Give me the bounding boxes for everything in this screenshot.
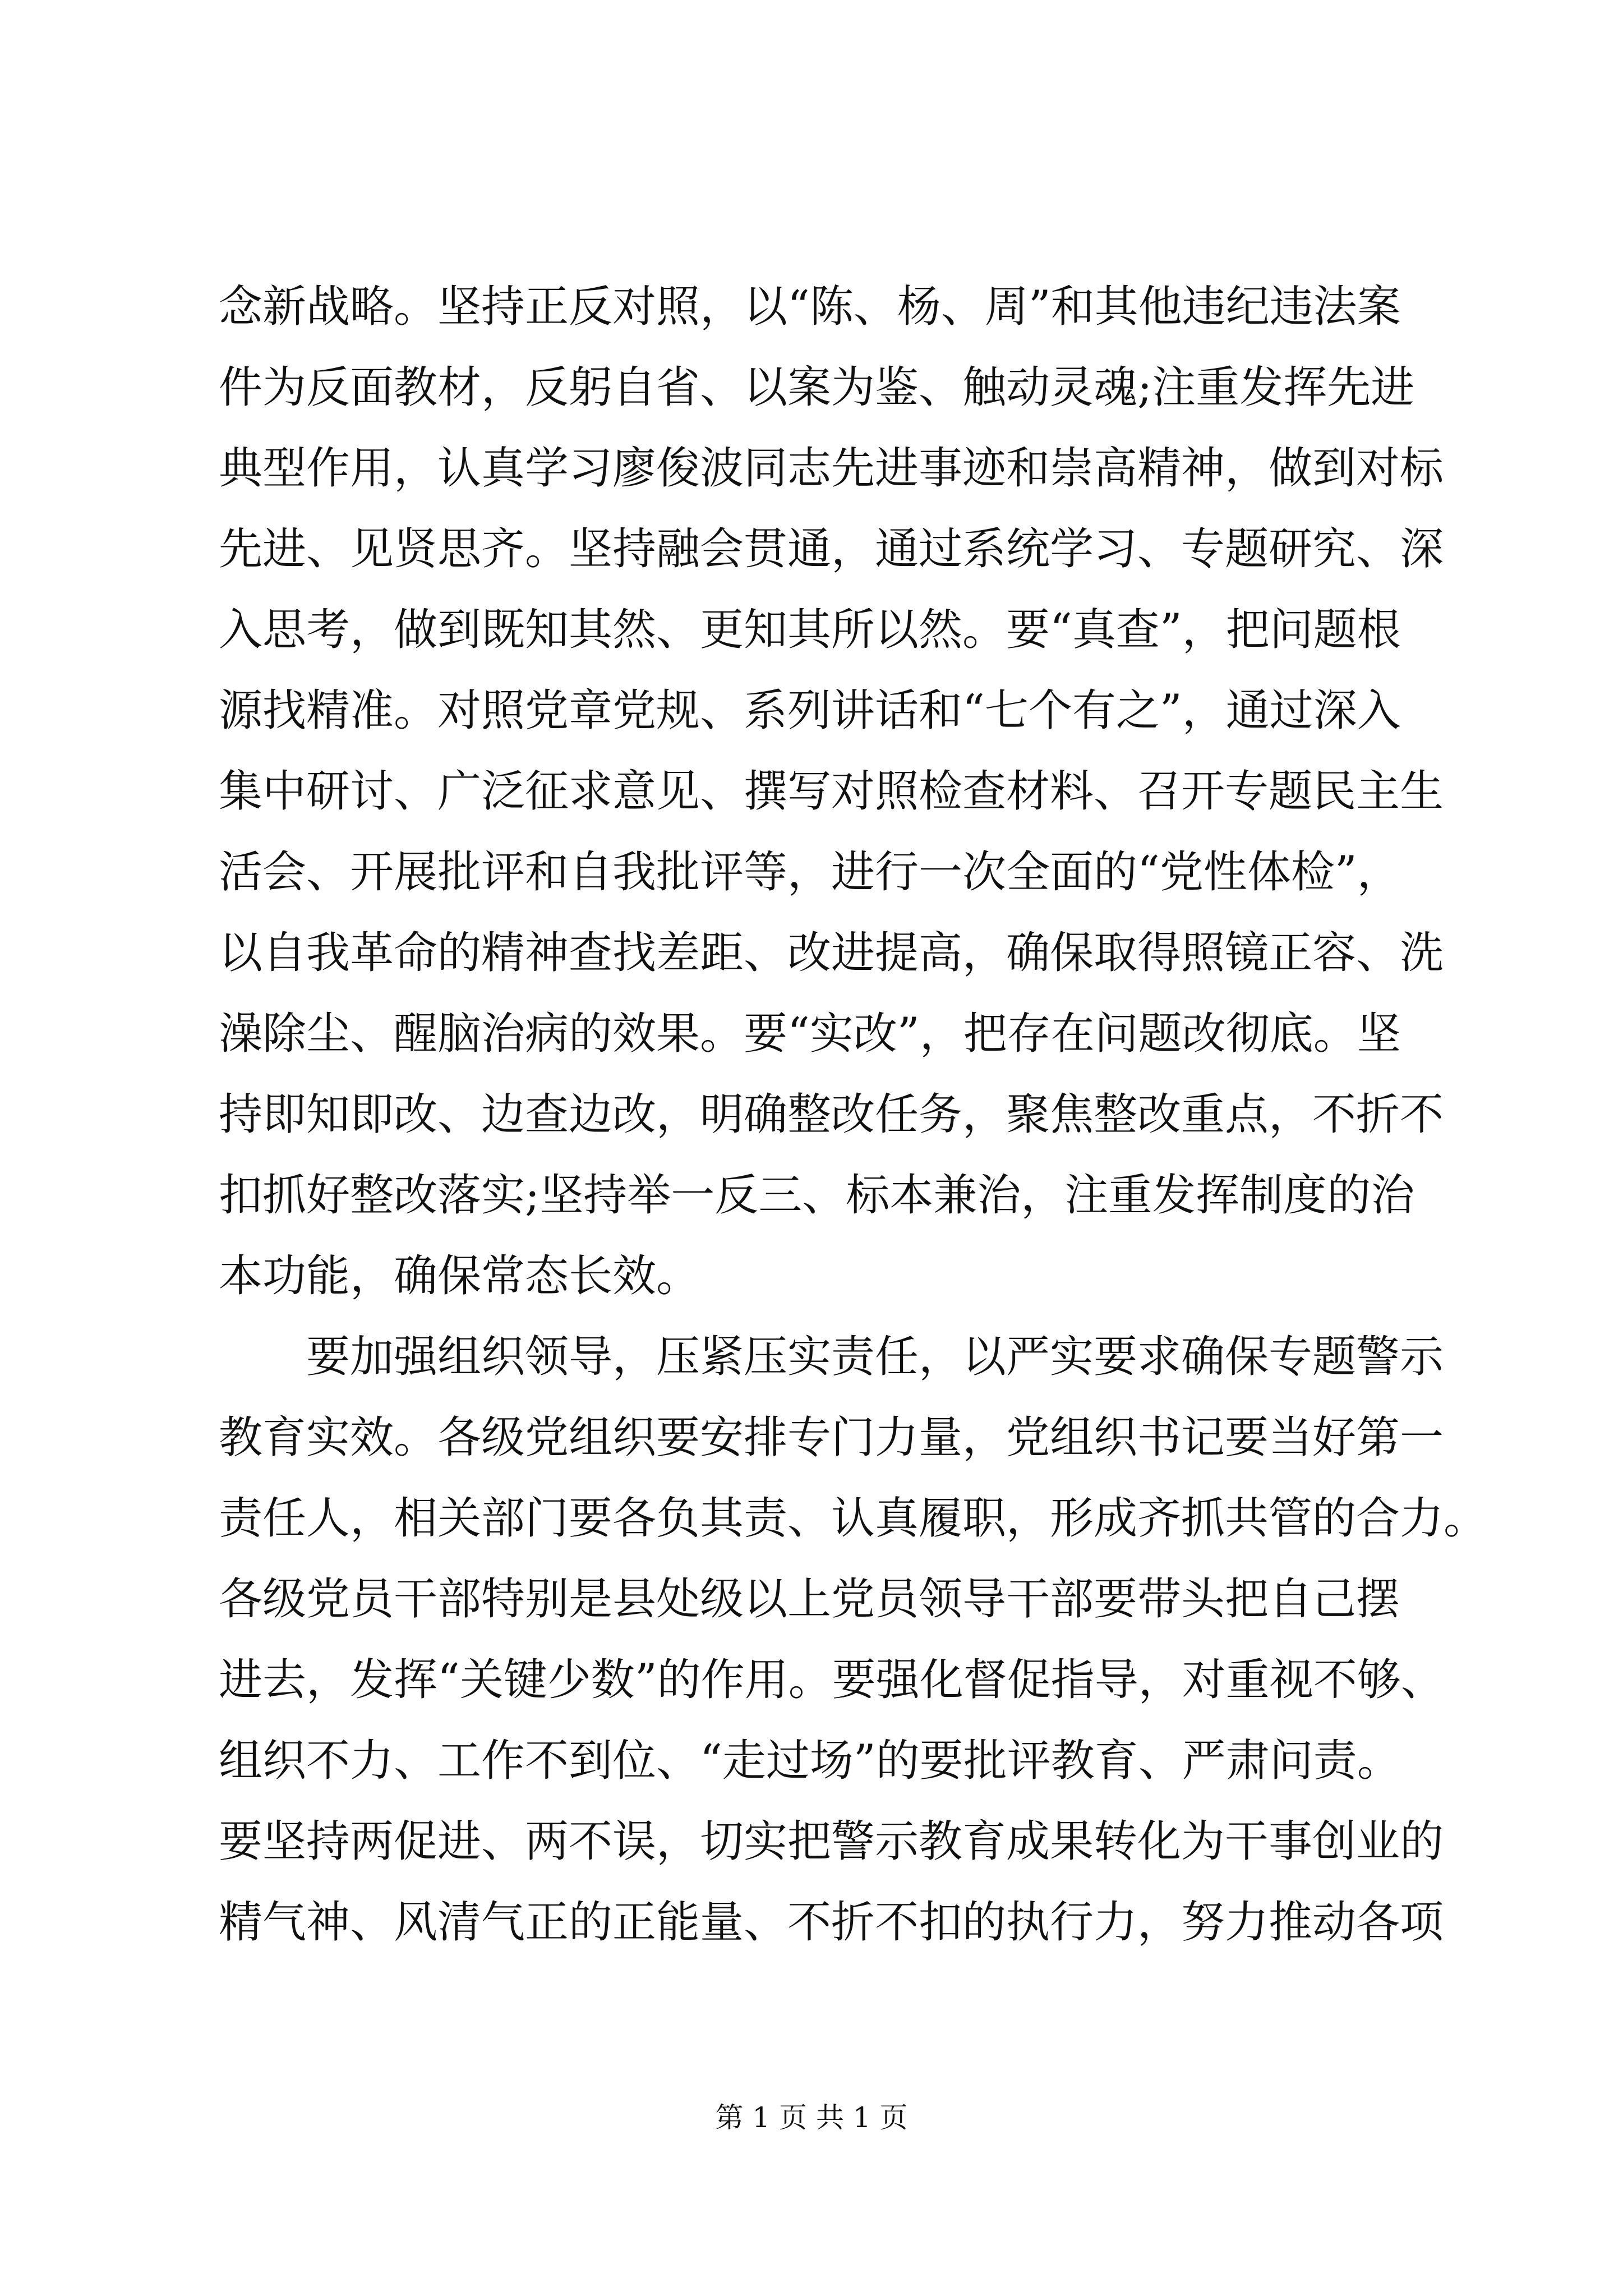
text-line: 教育实效。各级党组织要安排专门力量，党组织书记要当好第一: [219, 1412, 1444, 1463]
text-line: 持即知即改、边查边改，明确整改任务，聚焦整改重点，不折不: [219, 1089, 1444, 1140]
text-line: 本功能，确保常态长效。: [219, 1251, 700, 1301]
page-number-label: 第 1 页 共 1 页: [715, 2101, 908, 2134]
text-line: 各级党员干部特别是县处级以上党员领导干部要带头把自己摆: [219, 1574, 1400, 1625]
text-line: 集中研讨、广泛征求意见、撰写对照检查材料、召开专题民主生: [219, 766, 1444, 817]
text-line: 进去，发挥“关键少数”的作用。要强化督促指导，对重视不够、: [219, 1655, 1445, 1705]
text-line: 源找精准。对照党章党规、系列讲话和“七个有之”，通过深入: [219, 685, 1401, 736]
text-line: 要坚持两促进、两不误，切实把警示教育成果转化为干事创业的: [219, 1816, 1444, 1867]
paragraph-first-line: 要加强组织领导，压紧压实责任，以严实要求确保专题警示: [306, 1332, 1444, 1382]
page-footer: [0, 2101, 1623, 2134]
text-line: 活会、开展批评和自我批评等，进行一次全面的“党性体检”，: [219, 847, 1401, 898]
text-line: 组织不力、工作不到位、“走过场”的要批评教育、严肃问责。: [219, 1736, 1401, 1786]
text-line: 先进、见贤思齐。坚持融会贯通，通过系统学习、专题研究、深: [219, 524, 1444, 574]
text-line: 扣抓好整改落实;坚持举一反三、标本兼治，注重发挥制度的治: [219, 1170, 1415, 1221]
text-line: 以自我革命的精神查找差距、改进提高，确保取得照镜正容、洗: [219, 928, 1444, 978]
text-line: 澡除尘、醒脑治病的效果。要“实改”，把存在问题改彻底。坚: [219, 1009, 1401, 1059]
text-line: 精气神、风清气正的正能量、不折不扣的执行力，努力推动各项: [219, 1897, 1444, 1948]
text-line: 念新战略。坚持正反对照，以“陈、杨、周”和其他违纪违法案: [219, 282, 1401, 332]
document-body: [219, 266, 1488, 1963]
text-line: 责任人，相关部门要各负其责、认真履职，形成齐抓共管的合力。: [219, 1493, 1488, 1544]
text-line: 件为反面教材，反躬自省、以案为鉴、触动灵魂;注重发挥先进: [219, 362, 1415, 413]
text-line: 典型作用，认真学习廖俊波同志先进事迹和崇高精神，做到对标: [219, 443, 1444, 494]
text-line: 入思考，做到既知其然、更知其所以然。要“真查”，把问题根: [219, 605, 1401, 655]
